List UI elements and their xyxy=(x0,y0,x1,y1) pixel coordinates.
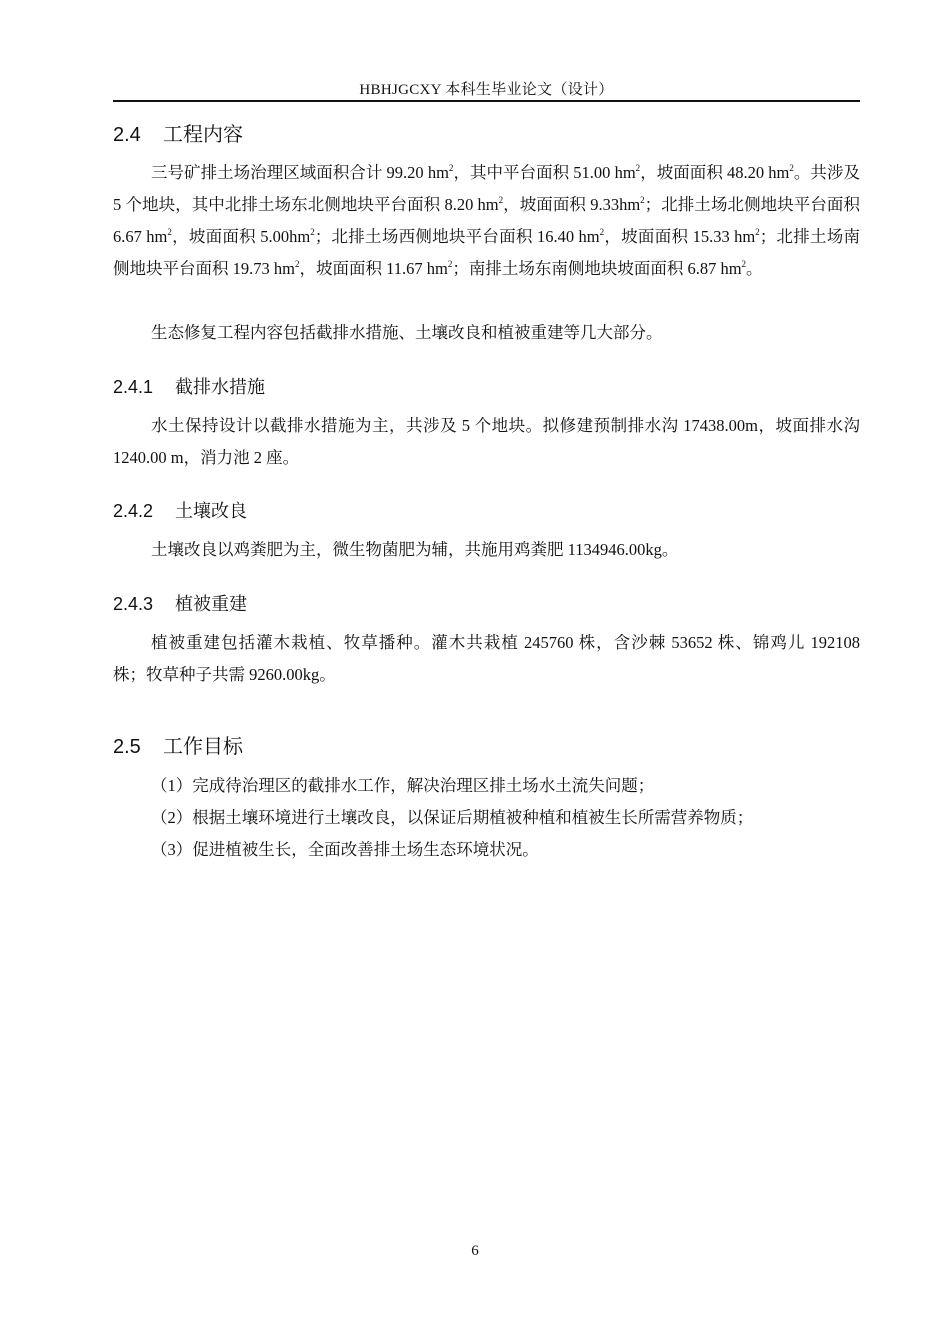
header-rule xyxy=(113,100,860,102)
section-number: 2.4.2 xyxy=(113,501,154,521)
section-heading-2-4-1 xyxy=(113,373,265,399)
paragraph-vegetation: 植被重建包括灌木栽植、牧草播种。灌木共栽植 245760 株，含沙棘 53652 株、锦鸡儿 192108 株；牧草种子共需 9260.00kg。 xyxy=(113,633,860,684)
section-title: 工作目标 xyxy=(163,736,243,758)
section-number: 2.5 xyxy=(113,736,141,758)
list-item: （3）促进植被生长，全面改善排土场生态环境状况。 xyxy=(151,840,539,859)
paragraph-drainage: 水土保持设计以截排水措施为主，共涉及 5 个地块。拟修建预制排水沟 17438.00m，坡面排水沟 1240.00 m，消力池 2 座。 xyxy=(113,416,860,467)
section-number: 2.4.1 xyxy=(113,377,154,397)
section-number: 2.4 xyxy=(113,124,141,146)
section-number: 2.4.3 xyxy=(113,594,154,614)
paragraph-project-area: 三号矿排土场治理区域面积合计 99.20 $hm^2$，其中平台面积 51.00 $hm^2$，坡面面积 48.20 $hm^2$。共涉及 5 个地块，其中北排土场东北侧地块平台面积 8.20 $hm^2$，坡面面积 $9.33hm^2$；北排土场北侧地块平台面积 6.67 $hm^2$，坡面面积 $5.00hm^2$；北排土场西侧地块平台面积 16.40 $hm^2$，坡面面积 15.33 $hm^2$；北排土场南侧地块平台面积 19.73 $hm^2$，坡面面积 11.67 $hm^2$；南排土场东南侧地块坡面面积 6.87 $hm^2$。 xyxy=(113,163,861,278)
list-item: （2）根据土壤环境进行土壤改良，以保证后期植被种植和植被生长所需营养物质； xyxy=(151,808,754,827)
section-heading-2-5 xyxy=(113,730,243,759)
page-number: 6 xyxy=(471,1243,479,1259)
paragraph-project-scope: 生态修复工程内容包括截排水措施、土壤改良和植被重建等几大部分。 xyxy=(151,323,663,342)
paragraph-soil: 土壤改良以鸡粪肥为主，微生物菌肥为辅，共施用鸡粪肥 1134946.00kg。 xyxy=(151,540,679,559)
section-title: 截排水措施 xyxy=(175,377,265,397)
section-title: 植被重建 xyxy=(175,594,247,614)
section-title: 土壤改良 xyxy=(175,501,247,521)
section-heading-2-4 xyxy=(113,118,243,147)
running-header: HBHJGCXY 本科生毕业论文（设计） xyxy=(359,82,614,98)
section-heading-2-4-3 xyxy=(113,590,247,616)
section-heading-2-4-2 xyxy=(113,497,247,523)
list-item: （1）完成待治理区的截排水工作，解决治理区排土场水土流失问题； xyxy=(151,776,655,795)
section-title: 工程内容 xyxy=(163,124,243,146)
